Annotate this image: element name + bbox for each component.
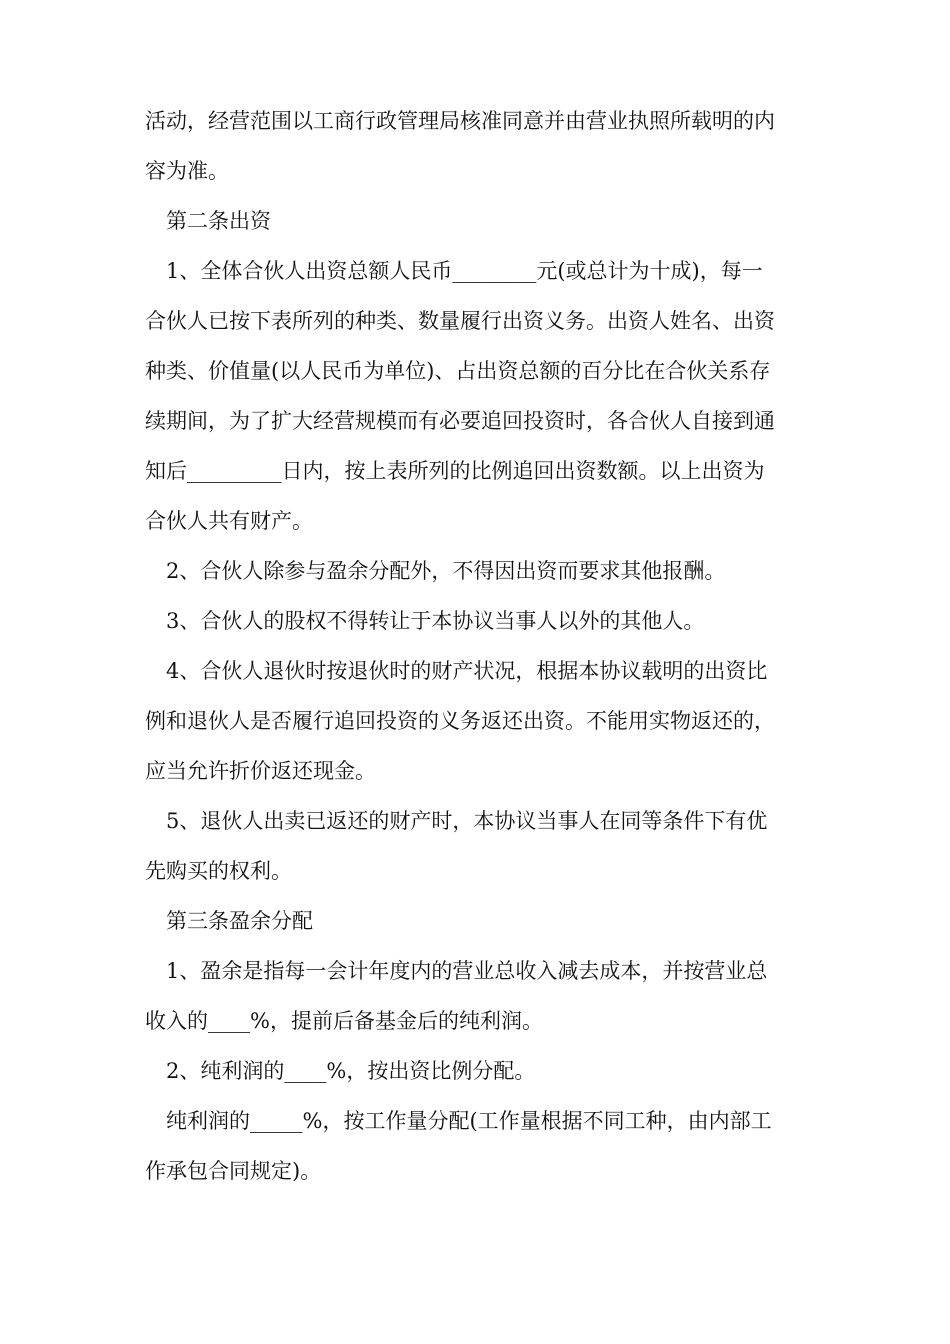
text-line: 知后_________日内，按上表所列的比例追回出资数额。以上出资为 — [145, 459, 765, 483]
text-line: 4、合伙人退伙时按退伙时的财产状况，根据本协议载明的出资比 — [166, 659, 768, 683]
text-line: 收入的____%，提前后备基金后的纯利润。 — [145, 1009, 543, 1033]
text-line: 种类、价值量(以人民币为单位)、占出资总额的百分比在合伙关系存 — [145, 359, 771, 383]
text-line: 3、合伙人的股权不得转让于本协议当事人以外的其他人。 — [166, 609, 705, 633]
text-line: 2、合伙人除参与盈余分配外，不得因出资而要求其他报酬。 — [166, 559, 726, 583]
text-line: 1、盈余是指每一会计年度内的营业总收入减去成本，并按营业总 — [166, 959, 768, 983]
text-line: 例和退伙人是否履行追回投资的义务返还出资。不能用实物返还的， — [145, 709, 775, 733]
text-line: 5、退伙人出卖已返还的财产时，本协议当事人在同等条件下有优 — [166, 809, 768, 833]
text-line: 作承包合同规定)。 — [145, 1159, 322, 1183]
text-line: 合伙人共有财产。 — [145, 509, 313, 533]
text-line: 1、全体合伙人出资总额人民币________元(或总计为十成)，每一 — [166, 259, 763, 283]
text-line: 活动，经营范围以工商行政管理局核准同意并由营业执照所载明的内 — [145, 109, 775, 133]
text-line: 纯利润的_____%，按工作量分配(工作量根据不同工种，由内部工 — [166, 1109, 772, 1133]
text-line: 应当允许折价返还现金。 — [145, 759, 376, 783]
section-heading: 第二条出资 — [166, 209, 271, 233]
text-line: 合伙人已按下表所列的种类、数量履行出资义务。出资人姓名、出资 — [145, 309, 775, 333]
section-heading: 第三条盈余分配 — [166, 909, 313, 933]
text-line: 2、纯利润的____%，按出资比例分配。 — [166, 1059, 536, 1083]
text-line: 先购买的权利。 — [145, 859, 292, 883]
text-line: 容为准。 — [145, 159, 229, 183]
text-line: 续期间，为了扩大经营规模而有必要追回投资时，各合伙人自接到通 — [145, 409, 775, 433]
